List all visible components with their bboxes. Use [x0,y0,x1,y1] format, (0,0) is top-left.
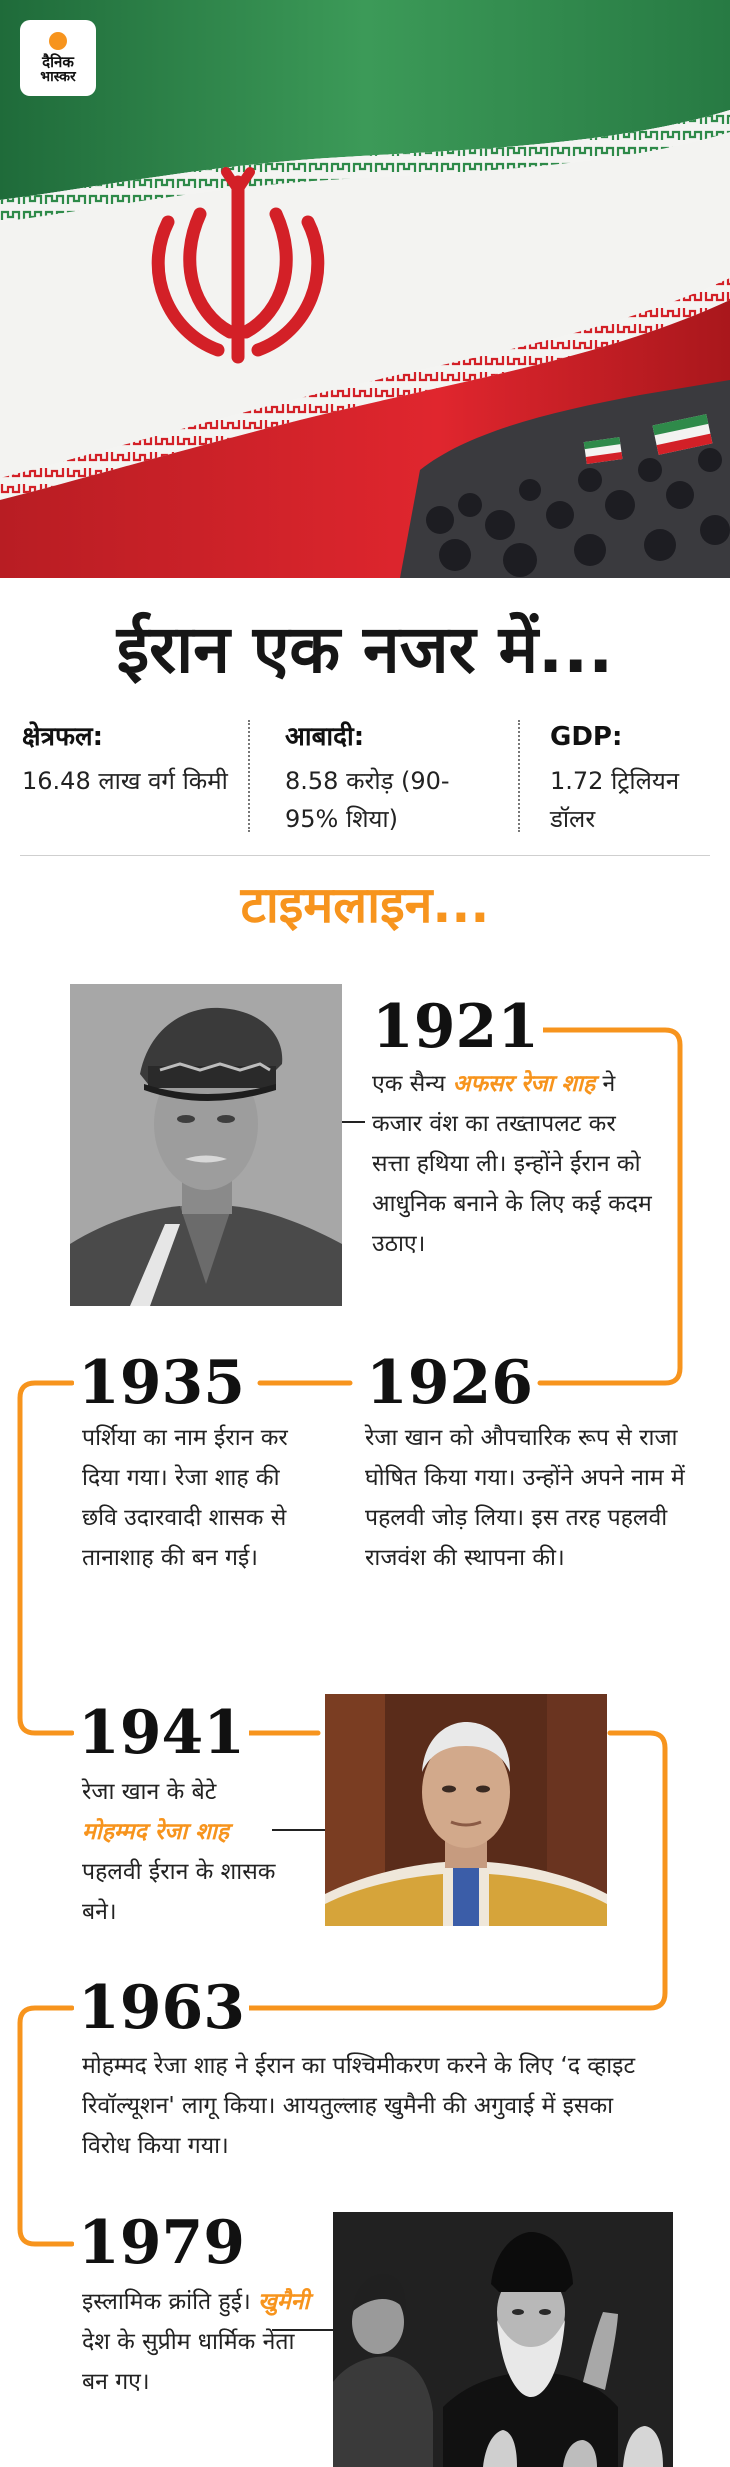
event-1935-description: पर्शिया का नाम ईरान कर दिया गया। रेजा शाह की छवि उदारवादी शासक से तानाशाह की बन गई। [82,1425,288,1571]
fact-value: 8.58 करोड़ (90-95% शिया) [285,767,450,833]
year-1935: 1935 [74,1350,249,1416]
event-1979-description [82,2282,317,2402]
year-1979: 1979 [74,2210,249,2276]
logo-line-1: दैनिक [42,52,74,71]
fact-value: 1.72 ट्रिलियन डॉलर [550,767,680,833]
fact-label: आबादी: [285,722,365,752]
year-1963: 1963 [74,1975,249,2041]
reza-shah-photo [70,984,342,1306]
event-text: देश के सुप्रीम धार्मिक नेता बन गए। [82,2329,295,2395]
fact-value: 16.48 लाख वर्ग किमी [22,767,228,795]
year-1921: 1921 [368,994,543,1060]
event-1926-description: रेजा खान को औपचारिक रूप से राजा घोषित किया गया। उन्होंने अपने नाम में पहलवी जोड़ लिया। इस तरह पहलवी राजवंश की स्थापना की। [365,1425,685,1571]
event-text: ने कजार वंश का तख्तापलट कर सत्ता हथिया ली। इन्होंने ईरान को आधुनिक बनाने के लिए कई कदम उठाए। [372,1071,652,1257]
event-1941-description [82,1772,282,1932]
event-text: इस्लामिक क्रांति हुई। [82,2289,259,2315]
event-text: रेजा खान के बेटे [82,1779,217,1805]
event-1921-description [372,1064,657,1264]
logo-line-2: भास्कर [40,68,76,85]
page-title: ईरान एक नजर में... [116,611,614,688]
event-text: पहलवी ईरान के शासक बने। [82,1859,276,1925]
highlighted-name: मोहम्मद रेजा शाह [82,1819,230,1845]
mohammad-reza-shah-photo [325,1694,607,1926]
highlighted-name: खुमैनी [258,2289,310,2315]
event-text: एक सैन्य [372,1071,453,1097]
fact-label: क्षेत्रफल: [22,722,104,752]
year-1926: 1926 [362,1350,537,1416]
timeline-heading: टाइमलाइन... [240,876,490,934]
highlighted-name: अफसर रेजा शाह [452,1071,596,1097]
khomeini-photo [333,2212,673,2467]
event-1963-description: मोहम्मद रेजा शाह ने ईरान का पश्चिमीकरण करने के लिए ‘द व्हाइट रिवॉल्यूशन' लागू किया। आयतुल्लाह खुमैनी की अगुवाई में इसका विरोध किया गया। [82,2053,636,2159]
fact-label: GDP: [550,722,623,752]
year-1941: 1941 [74,1700,249,1766]
